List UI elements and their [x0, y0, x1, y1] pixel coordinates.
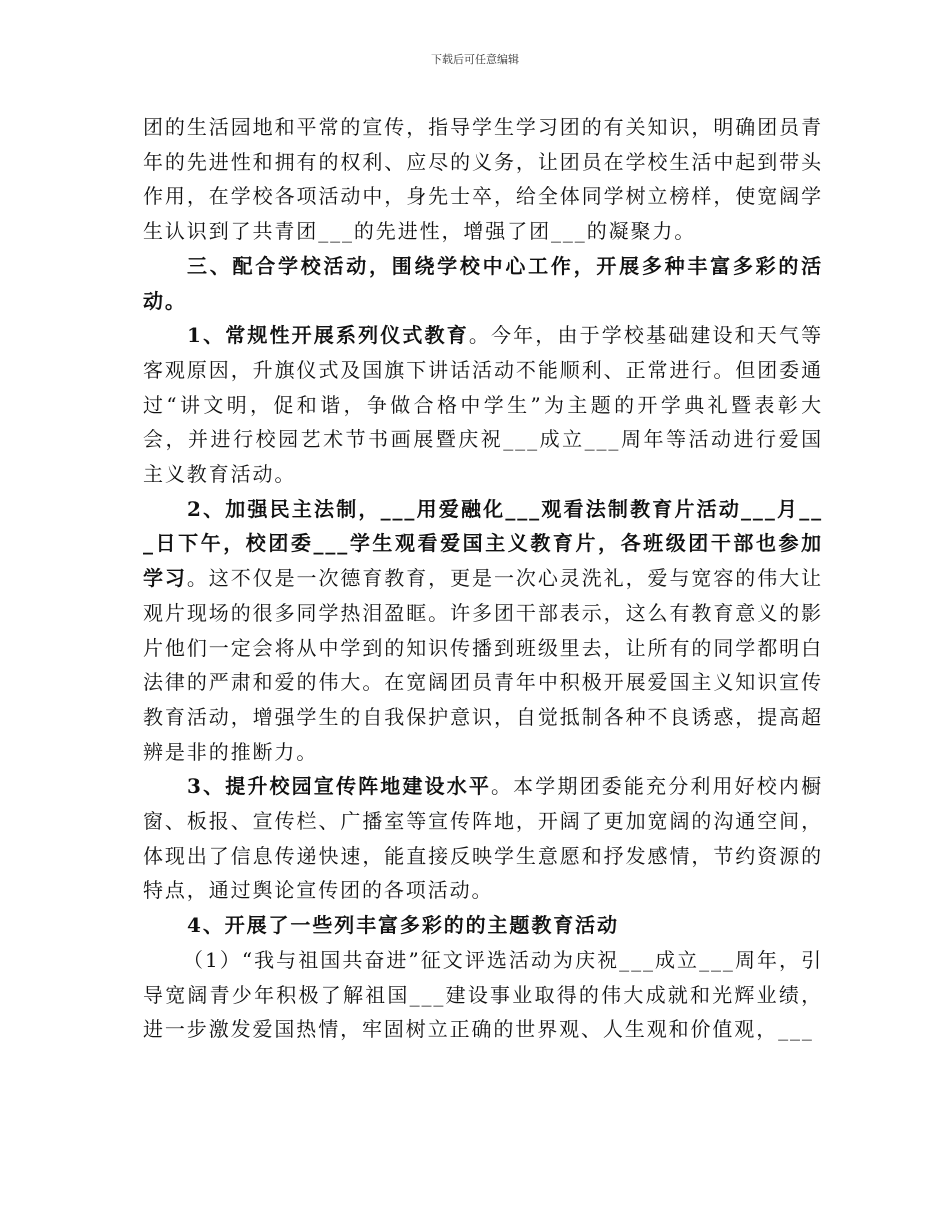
item-2-text: 。这不仅是一次德育教育，更是一次心灵洗礼，爱与宽容的伟大让观片现场的很多同学热泪盈眶。许多团干部表示，这么有教育意义的影片他们一定会将从中学到的知识传播到班级里去，让所有的同学都明白法律的严肃和爱的伟大。在宽阔团员青年中积极开展爱国主义知识宣传教育活动，增强学生的自我保护意识，自觉抵制各种不良诱惑，提高超辨是非的推断力。 [143, 566, 823, 764]
page-header: 下载后可任意编辑 [431, 53, 519, 66]
section-heading-3-text: 三、配合学校活动，围绕学校中心工作，开展多种丰富多彩的活动。 [143, 253, 823, 313]
document-body [143, 110, 823, 1047]
section-heading-3 [143, 249, 823, 318]
subitem-1 [143, 943, 823, 1047]
item-2 [143, 492, 823, 770]
item-2-title: 2、加强民主法制，___用爱融化___观看法制教育片活动___月___日下午，校团委___学生观看爱国主义教育片，各班级团干部也参加学习 [143, 496, 823, 591]
paragraph-1 [143, 110, 823, 249]
item-3-title: 3、提升校园宣传阵地建设水平 [187, 774, 491, 799]
item-3 [143, 769, 823, 908]
item-1 [143, 318, 823, 492]
paragraph-1-text: 团的生活园地和平常的宣传，指导学生学习团的有关知识，明确团员青年的先进性和拥有的权利、应尽的义务，让团员在学校生活中起到带头作用，在学校各项活动中，身先士卒，给全体同学树立榜样，使宽阔学生认识到了共青团___的先进性，增强了团___的凝聚力。 [143, 115, 823, 244]
item-1-text: 。今年，由于学校基础建设和天气等客观原因，升旗仪式及国旗下讲话活动不能顺利、正常进行。但团委通过“讲文明，促和谐，争做合格中学生”为主题的开学典礼暨表彰大会，并进行校园艺术节书画展暨庆祝___成立___周年等活动进行爱国主义教育活动。 [143, 323, 823, 487]
item-4 [143, 908, 823, 943]
item-1-title: 1、常规性开展系列仪式教育 [187, 323, 469, 348]
item-4-title: 4、开展了一些列丰富多彩的的主题教育活动 [187, 913, 619, 938]
subitem-1-text: （1）“我与祖国共奋进”征文评选活动为庆祝___成立___周年，引导宽阔青少年积极了解祖国___建设事业取得的伟大成就和光辉业绩，进一步激发爱国热情，牢固树立正确的世界观、人生观和价值观，___ [143, 947, 823, 1042]
item-3-text: 。本学期团委能充分利用好校内橱窗、板报、宣传栏、广播室等宣传阵地，开阔了更加宽阔的沟通空间，体现出了信息传递快速，能直接反映学生意愿和抒发感情，节约资源的特点，通过舆论宣传团的各项活动。 [143, 774, 823, 903]
